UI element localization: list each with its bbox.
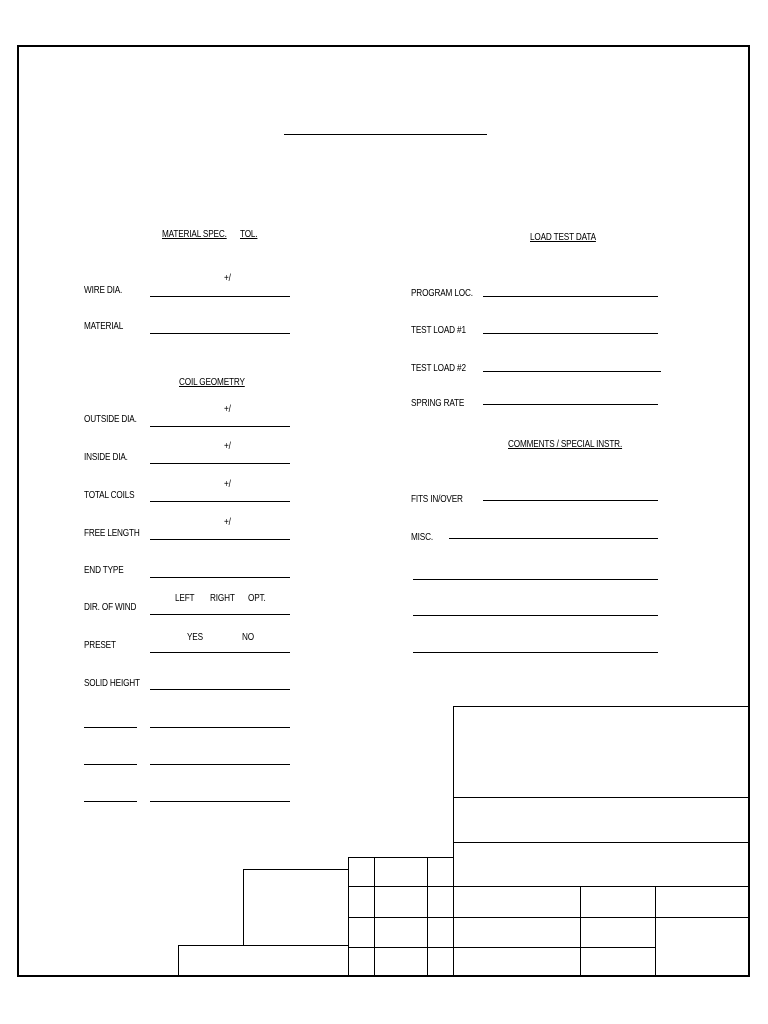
solid-height-label: SOLID HEIGHT [84,678,140,689]
revision-block-border [374,857,375,977]
step-block-border [243,869,348,870]
tol-mark: +/ [224,404,231,415]
title-block-border [580,886,581,977]
test-load-1-label: TEST LOAD #1 [411,325,466,336]
end-type-field[interactable] [150,577,290,578]
free-length-label: FREE LENGTH [84,528,140,539]
tol-header: TOL. [240,229,258,240]
comments-header: COMMENTS / SPECIAL INSTR. [508,439,623,450]
step-block-border [178,945,179,977]
wind-option-left[interactable]: LEFT [175,593,195,604]
comment-line[interactable] [413,652,658,653]
dir-of-wind-label: DIR. OF WIND [84,602,137,613]
coil-geometry-header: COIL GEOMETRY [179,377,245,388]
title-block-border [453,842,750,843]
material-field[interactable] [150,333,290,334]
wind-option-right[interactable]: RIGHT [210,593,235,604]
program-loc-label: PROGRAM LOC. [411,288,473,299]
fits-in-over-field[interactable] [483,500,658,501]
blank-value-field[interactable] [150,764,290,765]
spring-rate-field[interactable] [483,404,658,405]
wire-dia-label: WIRE DIA. [84,285,123,296]
revision-block-border [348,857,349,977]
comment-line[interactable] [413,579,658,580]
blank-value-field[interactable] [150,801,290,802]
wire-dia-field[interactable] [150,296,290,297]
test-load-1-field[interactable] [483,333,658,334]
outside-dia-label: OUTSIDE DIA. [84,414,137,425]
material-label: MATERIAL [84,321,124,332]
misc-field[interactable] [449,538,658,539]
blank-label-field[interactable] [84,764,137,765]
preset-option-no[interactable]: NO [242,632,254,643]
title-block-border [453,797,750,798]
preset-option-yes[interactable]: YES [187,632,203,643]
material-spec-header: MATERIAL SPEC. [162,229,227,240]
load-test-data-header: LOAD TEST DATA [530,232,596,243]
step-block-border [243,869,244,945]
comment-line[interactable] [413,615,658,616]
tol-mark: +/ [224,441,231,452]
test-load-2-field[interactable] [483,371,661,372]
step-block-border [178,945,348,946]
title-block-border [348,917,750,918]
end-type-label: END TYPE [84,565,124,576]
inside-dia-field[interactable] [150,463,290,464]
preset-label: PRESET [84,640,116,651]
preset-field[interactable] [150,652,290,653]
title-block-border [348,947,655,948]
title-block-border [348,886,750,887]
total-coils-field[interactable] [150,501,290,502]
blank-value-field[interactable] [150,727,290,728]
fits-in-over-label: FITS IN/OVER [411,494,463,505]
wind-option-opt[interactable]: OPT. [248,593,266,604]
misc-label: MISC. [411,532,433,543]
tol-mark: +/ [224,273,231,284]
dir-of-wind-field[interactable] [150,614,290,615]
tol-mark: +/ [224,479,231,490]
tol-mark: +/ [224,517,231,528]
blank-label-field[interactable] [84,727,137,728]
solid-height-field[interactable] [150,689,290,690]
spring-rate-label: SPRING RATE [411,398,465,409]
inside-dia-label: INSIDE DIA. [84,452,128,463]
title-block-border [453,706,750,707]
free-length-field[interactable] [150,539,290,540]
revision-block-border [427,857,428,977]
title-block-border [655,886,656,977]
test-load-2-label: TEST LOAD #2 [411,363,466,374]
program-loc-field[interactable] [483,296,658,297]
outside-dia-field[interactable] [150,426,290,427]
drawing-frame [17,45,750,977]
title-field[interactable] [284,134,487,135]
total-coils-label: TOTAL COILS [84,490,135,501]
blank-label-field[interactable] [84,801,137,802]
revision-block-border [348,857,453,858]
